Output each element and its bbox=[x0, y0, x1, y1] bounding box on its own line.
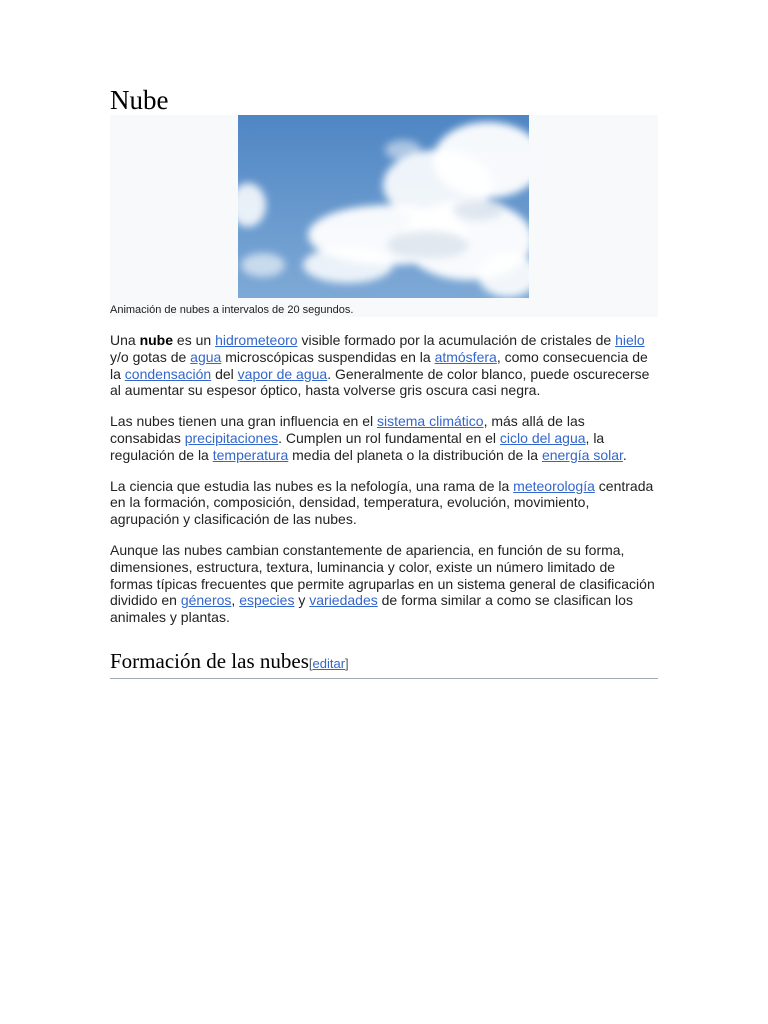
link-generos[interactable]: géneros bbox=[180, 592, 232, 609]
link-especies[interactable]: especies bbox=[239, 592, 295, 609]
section-heading bbox=[110, 649, 658, 679]
figure-caption: Animación de nubes a intervalos de 20 segundos. bbox=[110, 304, 354, 316]
link-atmosfera[interactable]: atmósfera bbox=[434, 348, 497, 365]
link-condensacion[interactable]: condensación bbox=[124, 365, 212, 382]
page-title: Nube bbox=[110, 85, 169, 115]
link-sistema-climatico[interactable]: sistema climático bbox=[376, 413, 484, 430]
link-ciclo-del-agua[interactable]: ciclo del agua bbox=[499, 429, 586, 446]
edit-link[interactable]: editar bbox=[312, 655, 346, 671]
edit-section: [editar] bbox=[308, 655, 349, 671]
link-precipitaciones[interactable]: precipitaciones bbox=[184, 429, 279, 446]
paragraph-2: Las nubes tienen una gran influencia en el sistema climático, más allá de las consabidas precipitaciones. Cumplen un rol fundamental en el ciclo del agua, la regulación de la temperatura media del planeta o la distribución de la energía solar. bbox=[110, 413, 627, 463]
link-agua[interactable]: agua bbox=[190, 348, 222, 365]
link-meteorologia[interactable]: meteorología bbox=[513, 477, 595, 494]
paragraph-1: Una nube es un hidrometeoro visible formado por la acumulación de cristales de hielo y/o gotas de agua microscópicas suspendidas en la atmósfera, como consecuencia de la condensación del vapor de agua. Generalmente de color blanco, puede oscurecerse al aumentar su espesor óptico, hasta volverse gris oscura casi negra. bbox=[110, 332, 650, 399]
link-hielo[interactable]: hielo bbox=[615, 332, 645, 348]
link-vapor-de-agua[interactable]: vapor de agua bbox=[237, 365, 328, 382]
bold-term: nube bbox=[139, 332, 174, 348]
paragraph-3: La ciencia que estudia las nubes es la nefología, una rama de la meteorología centrada en la formación, composición, densidad, temperatura, evolución, movimiento, agrupación y clasificación de las nubes. bbox=[110, 477, 654, 528]
link-energia-solar[interactable]: energía solar bbox=[541, 446, 623, 463]
figure bbox=[110, 115, 658, 317]
cloud-image[interactable] bbox=[238, 115, 529, 298]
paragraph-4: Aunque las nubes cambian constantemente de apariencia, en función de su forma, dimensiones, estructura, textura, luminancia y color, existe un número limitado de formas típicas frecuentes que permite agruparlas en un sistema general de clasificación dividido en géneros, especies y variedades de forma similar a como se clasifican los animales y plantas. bbox=[110, 541, 655, 626]
link-temperatura[interactable]: temperatura bbox=[212, 446, 289, 463]
link-hidrometeoro[interactable]: hidrometeoro bbox=[215, 332, 298, 348]
link-variedades[interactable]: variedades bbox=[309, 592, 378, 609]
article bbox=[110, 84, 658, 679]
section-title: Formación de las nubes bbox=[110, 648, 309, 673]
